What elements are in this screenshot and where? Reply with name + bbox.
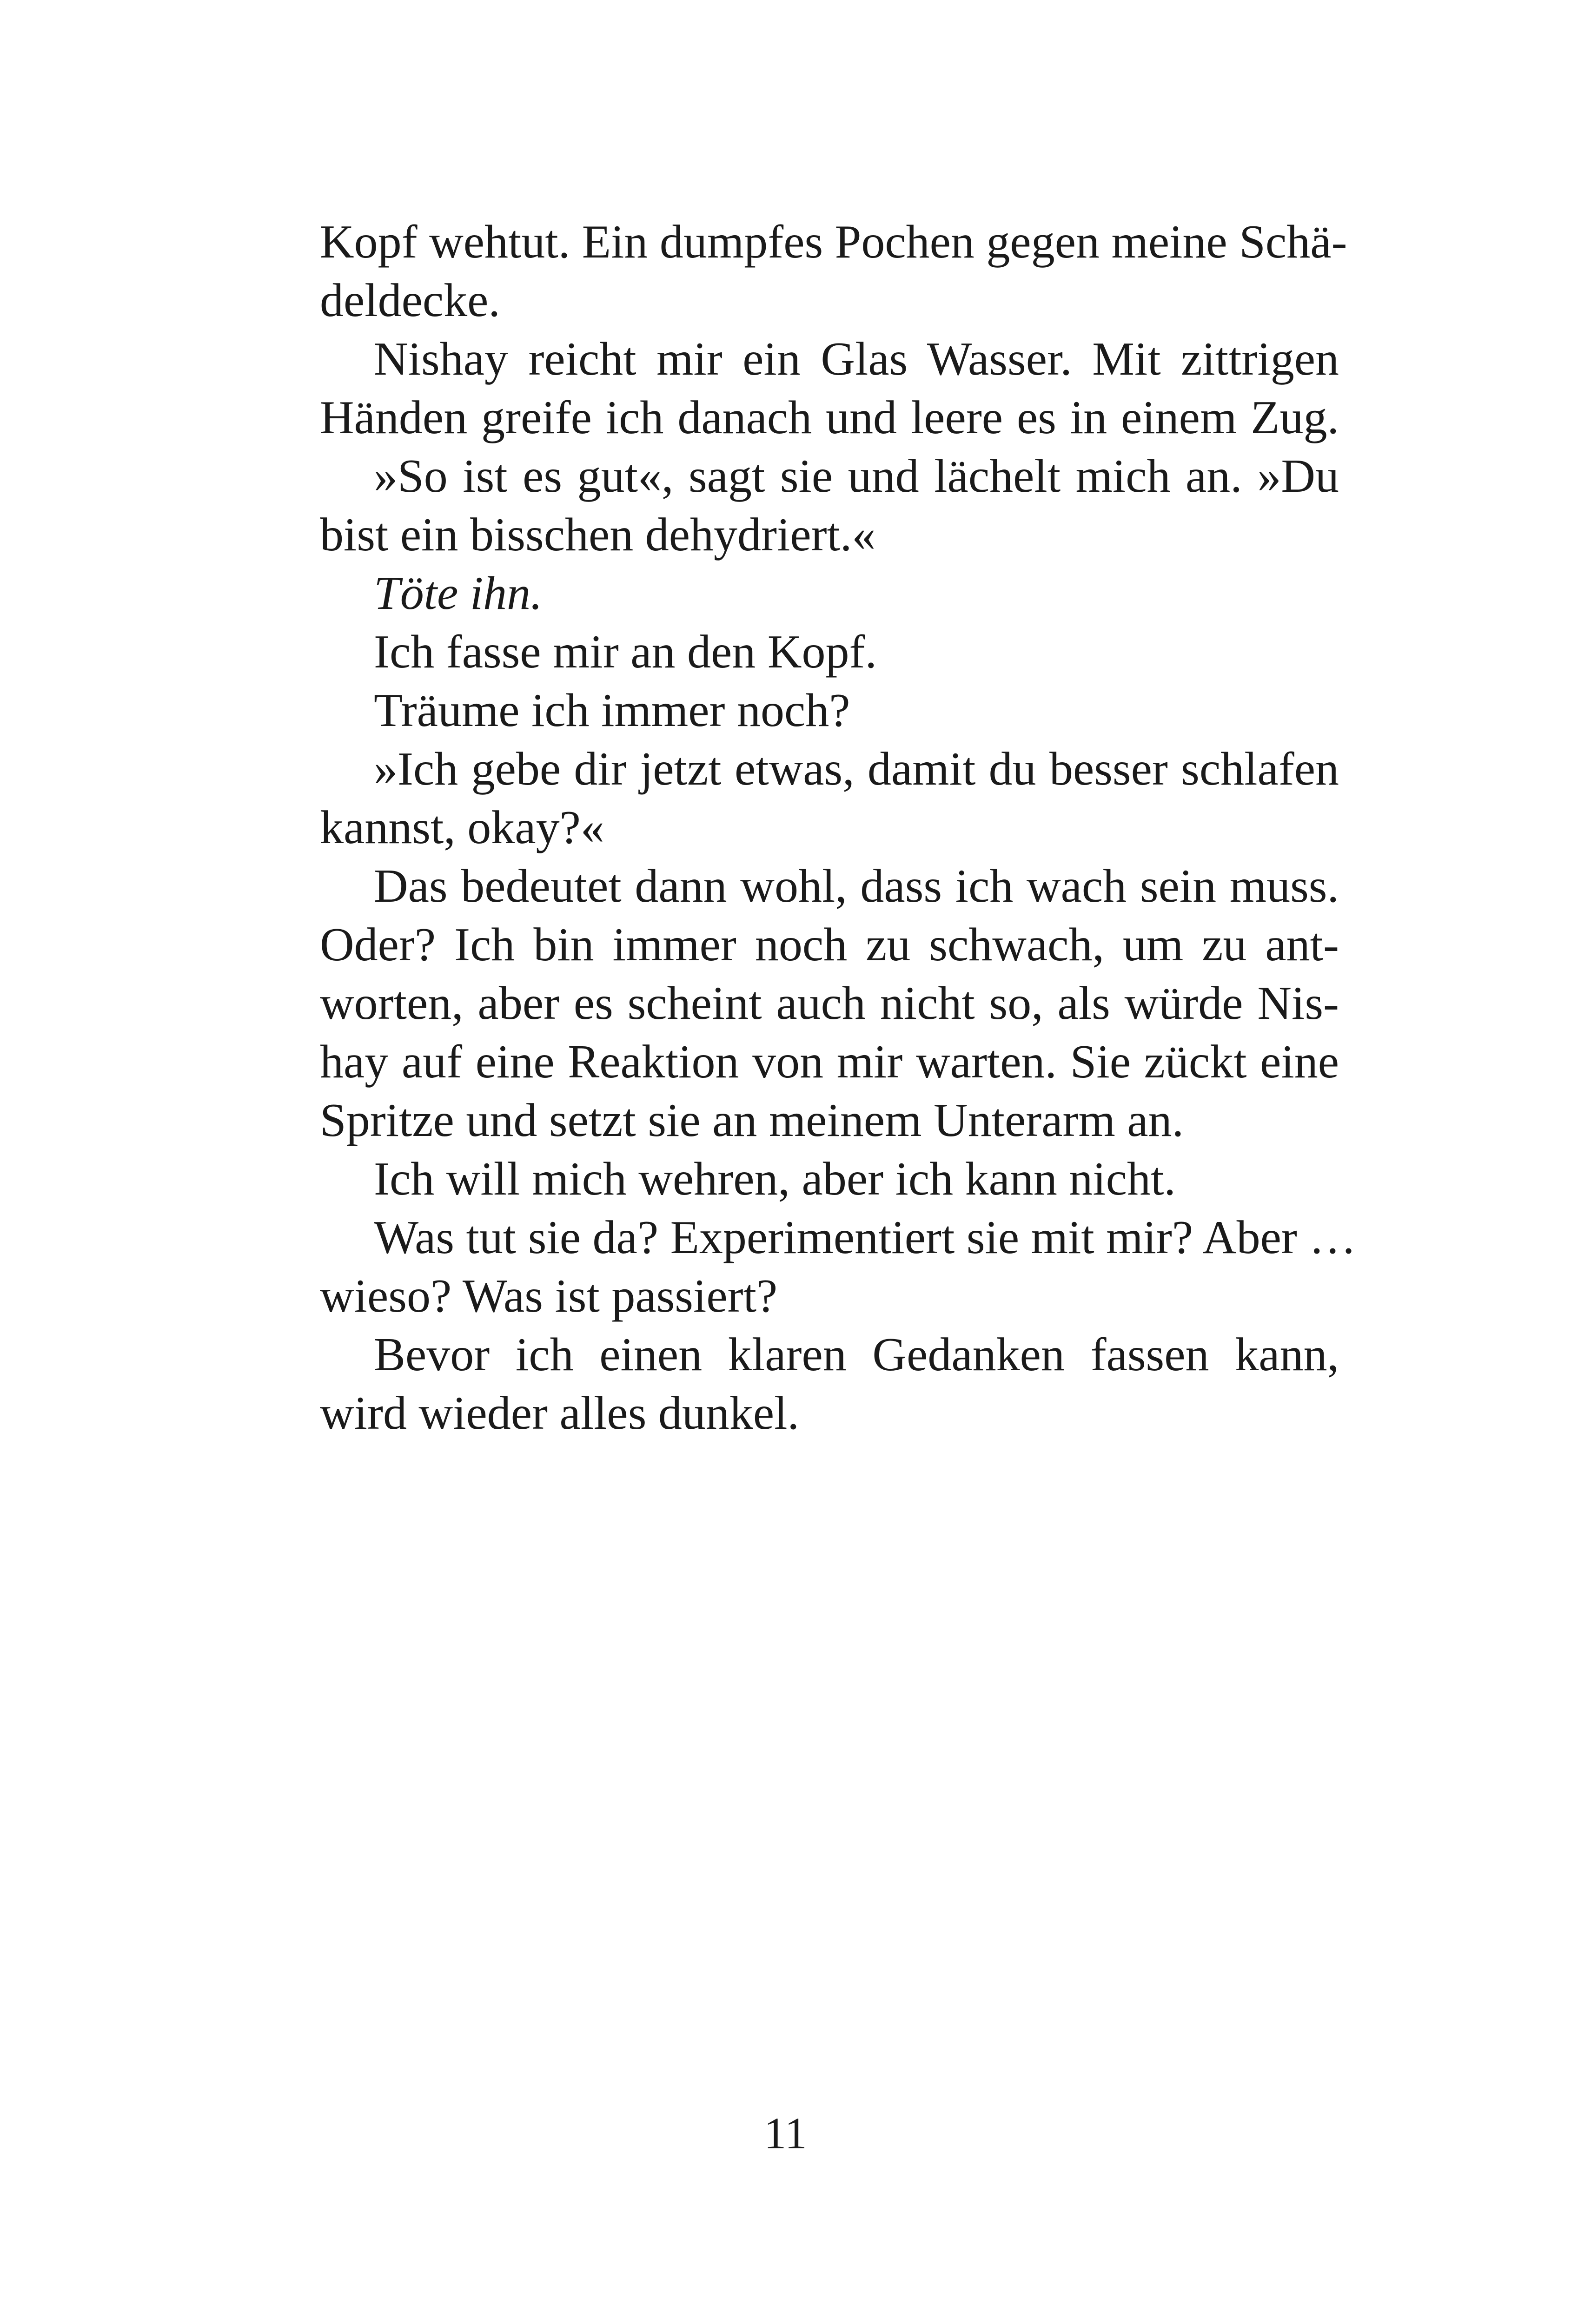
text-line: Ich fasse mir an den Kopf. <box>374 626 877 678</box>
text-line: Spritze und setzt sie an meinem Unterarm an. <box>320 1094 1184 1147</box>
text-line: Kopf wehtut. Ein dumpfes Pochen gegen meine Schä- <box>320 216 1347 268</box>
text-line: Träume ich immer noch? <box>374 684 850 737</box>
text-line: Oder? Ich bin immer noch zu schwach, um zu ant- <box>320 918 1339 971</box>
text-line: kannst, okay?« <box>320 801 604 854</box>
text-line: Töte ihn. <box>374 567 543 620</box>
text-line: wird wieder alles dunkel. <box>320 1387 800 1439</box>
text-line: bist ein bisschen dehydriert.« <box>320 508 876 561</box>
body-text <box>320 213 1357 1443</box>
text-line: »So ist es gut«, sagt sie und lächelt mich an. »Du <box>374 450 1339 502</box>
text-line: Was tut sie da? Experimentiert sie mit mir? Aber … <box>374 1211 1357 1264</box>
text-line: wieso? Was ist passiert? <box>320 1270 778 1322</box>
text-line: hay auf eine Reaktion von mir warten. Sie zückt eine <box>320 1036 1339 1088</box>
page-number: 11 <box>764 2108 807 2158</box>
text-line: Ich will mich wehren, aber ich kann nicht. <box>374 1153 1176 1205</box>
text-line: Nishay reicht mir ein Glas Wasser. Mit zittrigen <box>374 333 1339 385</box>
text-line: deldecke. <box>320 274 500 327</box>
text-line: Bevor ich einen klaren Gedanken fassen kann, <box>374 1328 1339 1381</box>
text-line: Händen greife ich danach und leere es in einem Zug. <box>320 391 1339 444</box>
text-line: »Ich gebe dir jetzt etwas, damit du besser schlafen <box>374 743 1339 795</box>
text-line: worten, aber es scheint auch nicht so, als würde Nis- <box>320 977 1339 1030</box>
text-line: Das bedeutet dann wohl, dass ich wach sein muss. <box>374 860 1339 912</box>
